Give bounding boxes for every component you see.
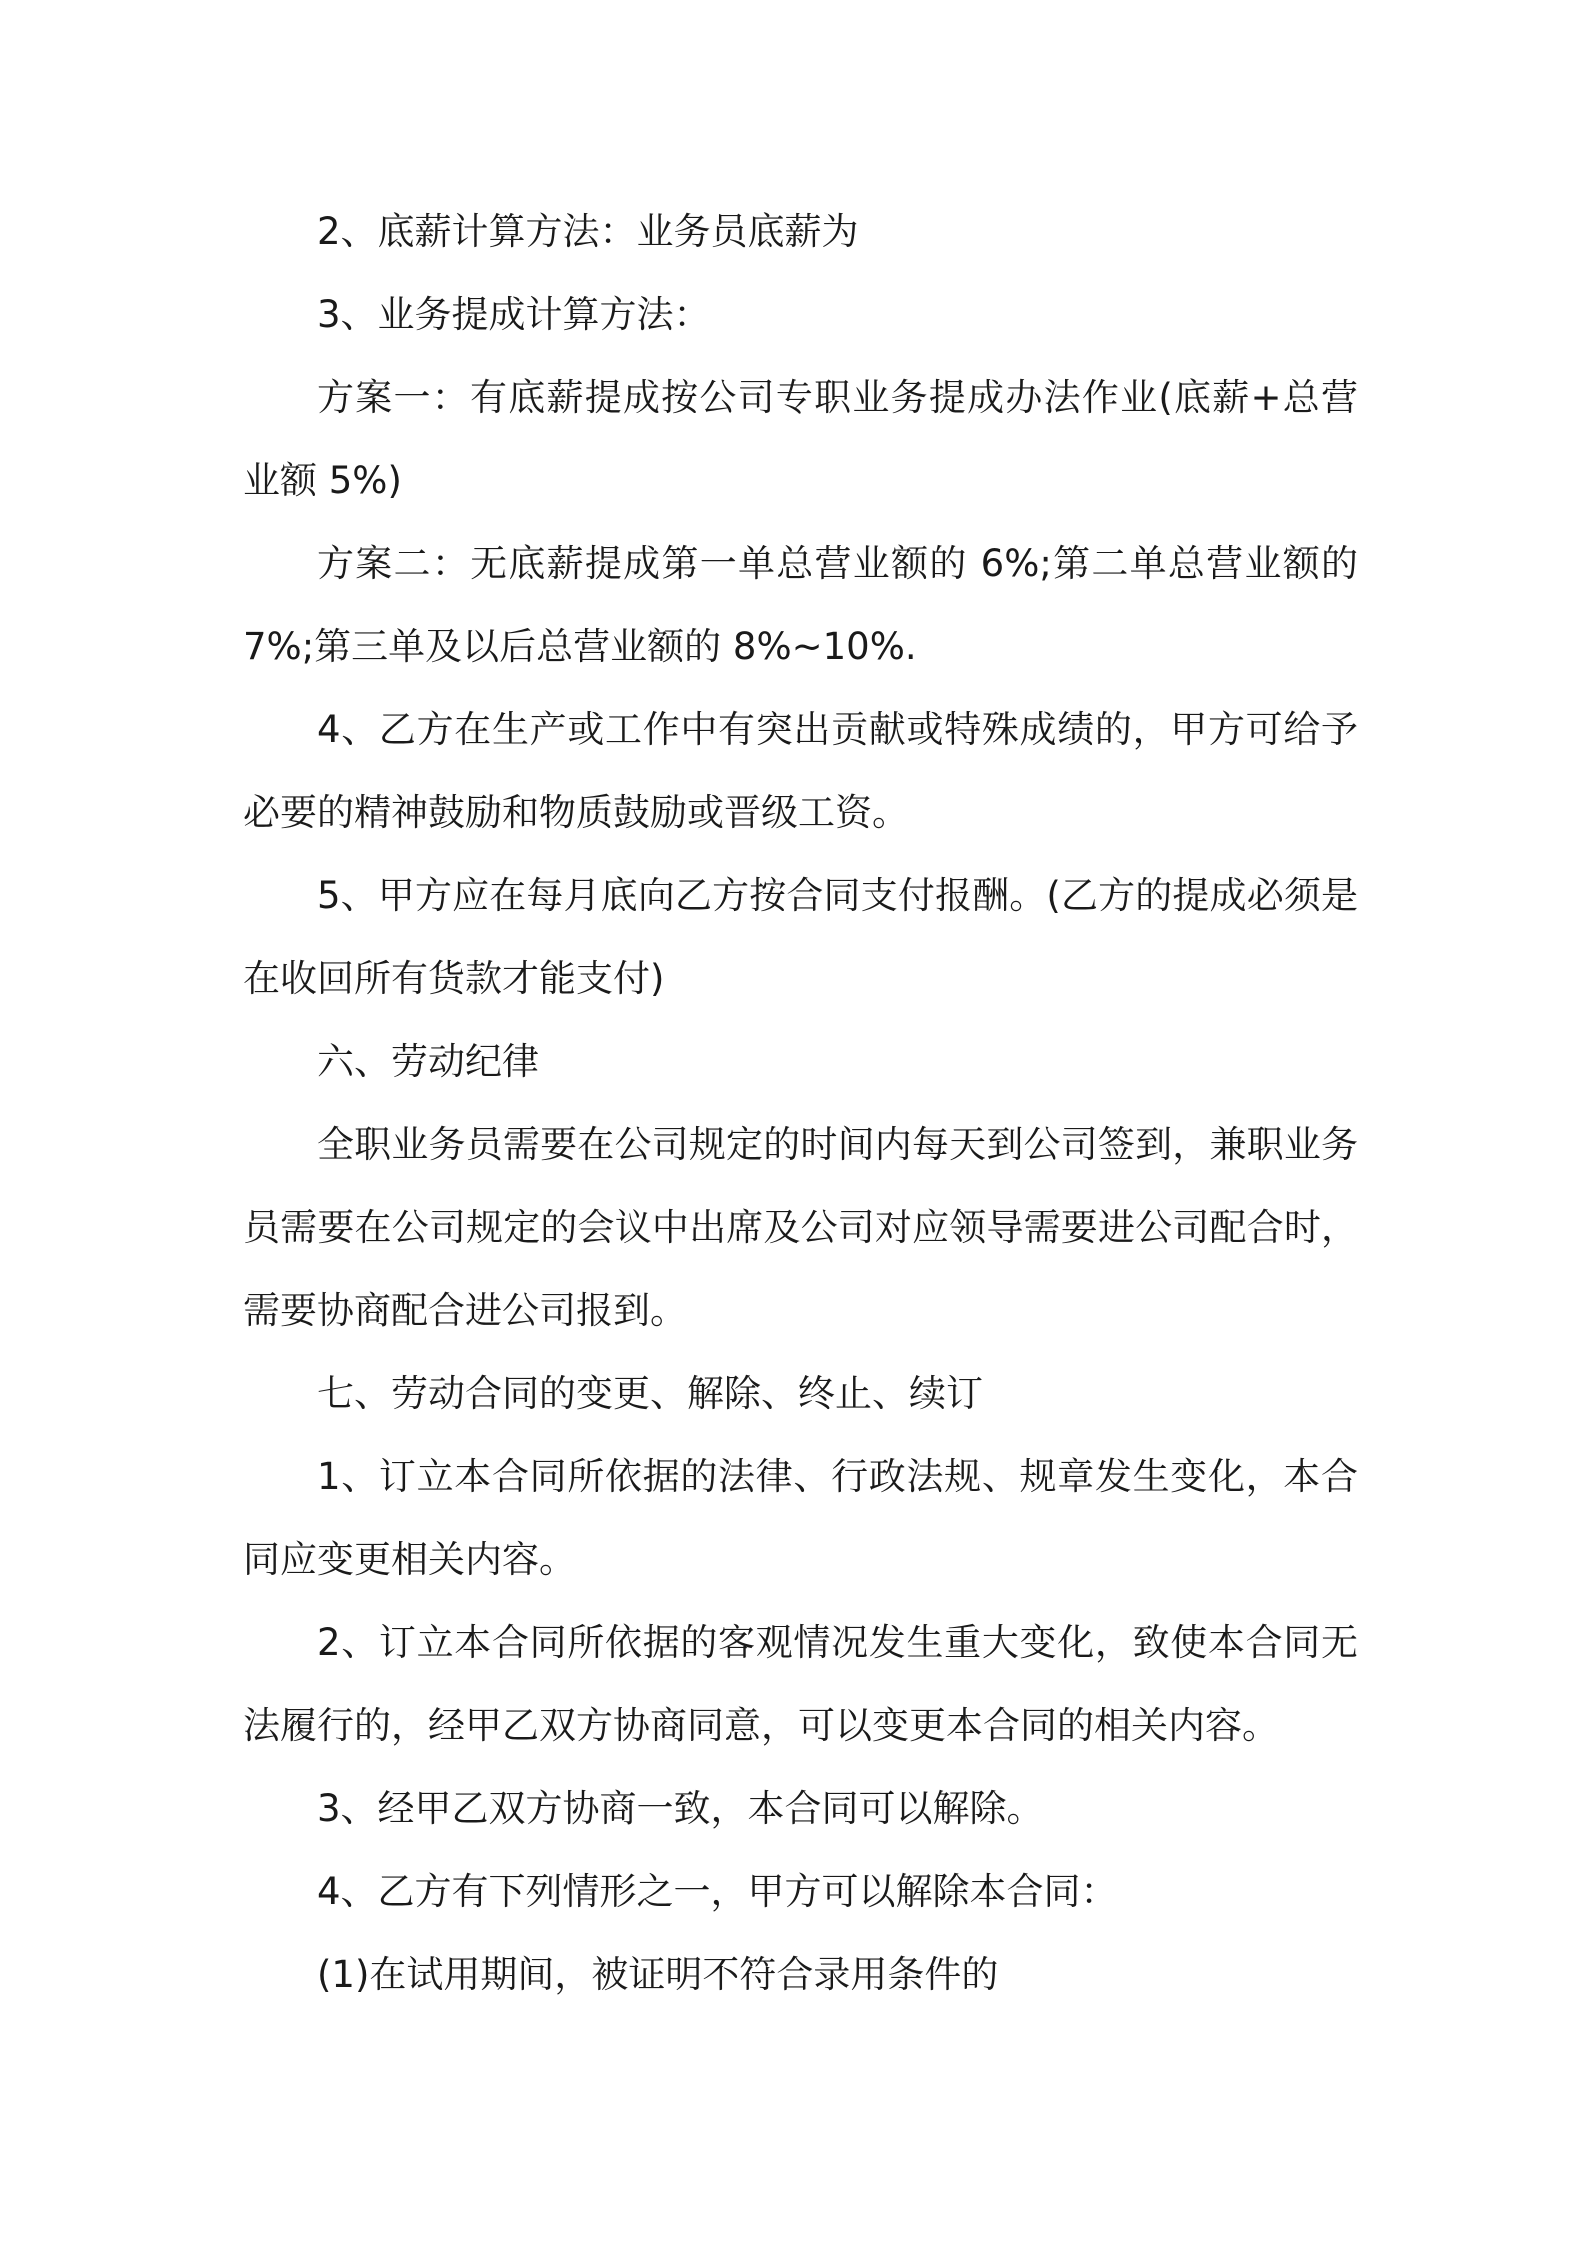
paragraph-rewards: 4、乙方在生产或工作中有突出贡献或特殊成绩的，甲方可给予必要的精神鼓励和物质鼓励或晋级工资。 [243, 708, 1358, 834]
document-body [243, 190, 1358, 2016]
paragraph-probation-clause: (1)在试用期间，被证明不符合录用条件的 [317, 1953, 999, 1996]
paragraph-commission-method: 3、业务提成计算方法： [317, 293, 711, 336]
paragraph-plan-one: 方案一：有底薪提成按公司专职业务提成办法作业(底薪+总营业额 5%) [243, 376, 1358, 502]
paragraph-payment: 5、甲方应在每月底向乙方按合同支付报酬。(乙方的提成必须是在收回所有货款才能支付) [243, 874, 1358, 1000]
paragraph-change-law: 1、订立本合同所依据的法律、行政法规、规章发生变化，本合同应变更相关内容。 [243, 1455, 1358, 1581]
paragraph-mutual-termination: 3、经甲乙双方协商一致，本合同可以解除。 [317, 1787, 1044, 1830]
section-heading-contract-changes: 七、劳动合同的变更、解除、终止、续订 [317, 1372, 983, 1415]
paragraph-plan-two: 方案二：无底薪提成第一单总营业额的 6%;第二单总营业额的 7%;第三单及以后总营业额的 8%~10%. [243, 542, 1358, 668]
paragraph-change-circumstances: 2、订立本合同所依据的客观情况发生重大变化，致使本合同无法履行的，经甲乙双方协商同意，可以变更本合同的相关内容。 [243, 1621, 1358, 1747]
paragraph-base-salary: 2、底薪计算方法：业务员底薪为 [317, 210, 859, 253]
section-heading-labor-discipline: 六、劳动纪律 [317, 1040, 539, 1083]
paragraph-attendance: 全职业务员需要在公司规定的时间内每天到公司签到，兼职业务员需要在公司规定的会议中出席及公司对应领导需要进公司配合时，需要协商配合进公司报到。 [243, 1123, 1358, 1332]
paragraph-termination-conditions: 4、乙方有下列情形之一，甲方可以解除本合同： [317, 1870, 1118, 1913]
